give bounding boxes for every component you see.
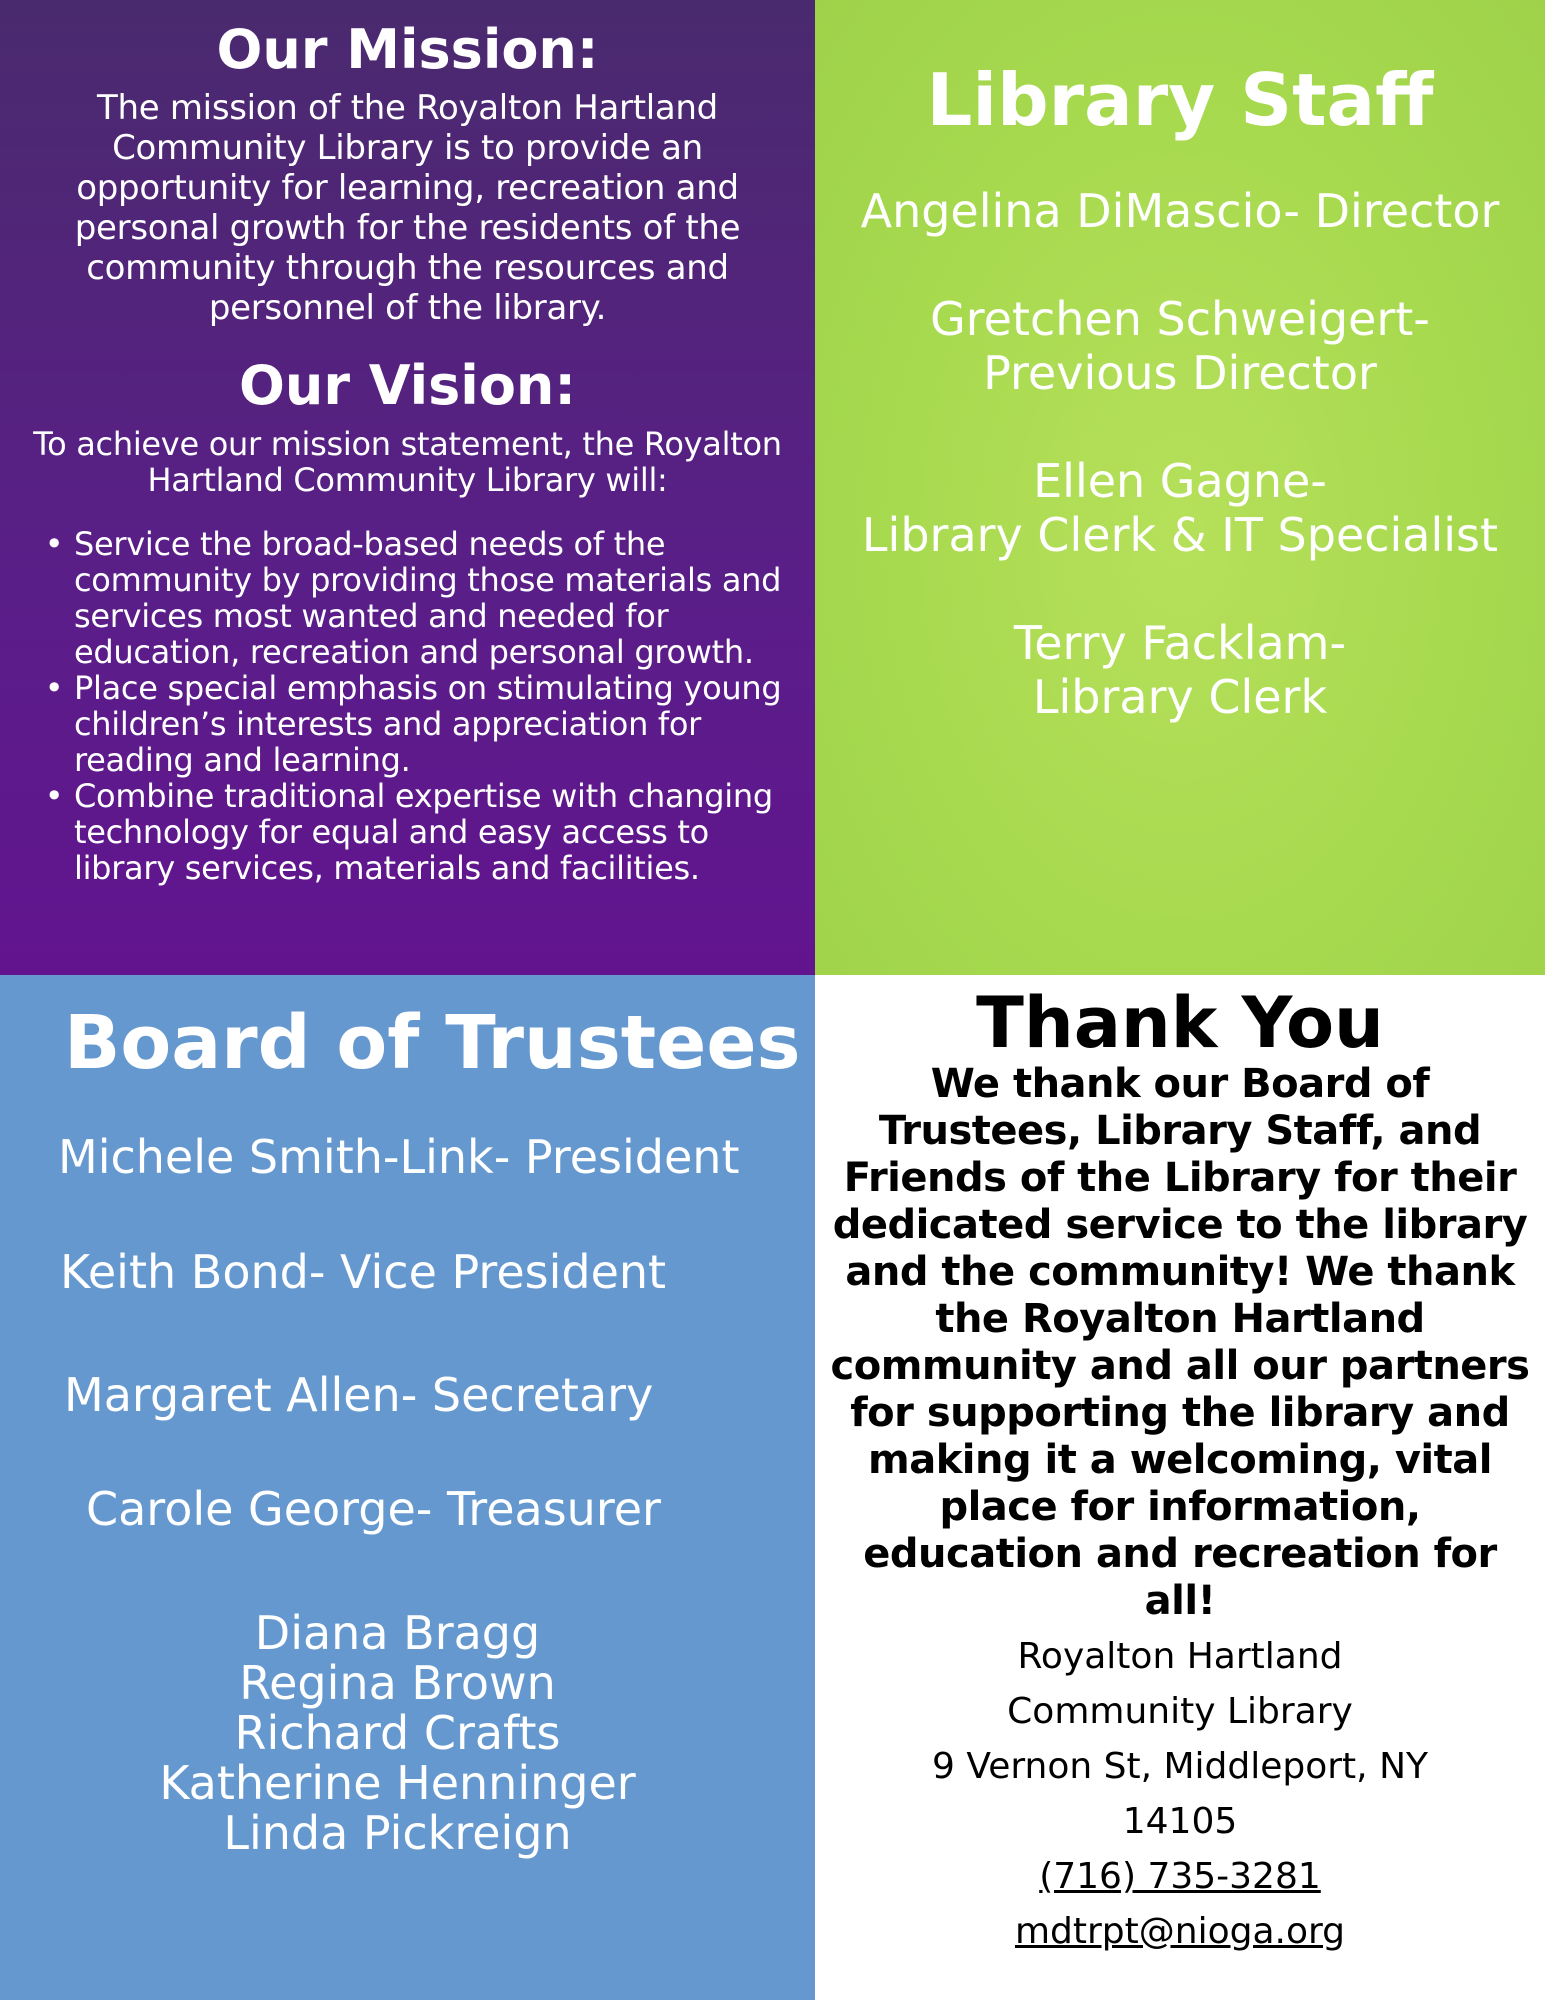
mission-text: The mission of the Royalton Hartland Community Library is to provide an opportunity for learning, recreation and personal growth for the residents of the community through the resources and personnel of the library. — [74, 88, 741, 328]
staff-name: Angelina DiMascio- Director — [860, 184, 1500, 238]
staff-panel — [815, 0, 1545, 975]
board-officer-secretary: Margaret Allen- Secretary — [64, 1368, 654, 1422]
vision-item-text: Place special emphasis on stimulating young children’s interests and appreciation for reading and learning. — [74, 669, 782, 779]
library-name-line2: Community Library — [1007, 1691, 1353, 1732]
mission-vision-panel — [0, 0, 815, 975]
staff-name: Gretchen Schweigert- — [930, 292, 1430, 346]
staff-list — [815, 184, 1545, 724]
address-line2: 14105 — [1122, 1801, 1238, 1842]
staff-role: Library Clerk — [1032, 670, 1328, 724]
phone-link[interactable]: (716) 735-3281 — [1039, 1856, 1321, 1897]
email-link[interactable]: mdtrpt@nioga.org — [1014, 1911, 1346, 1952]
board-officer-treasurer: Carole George- Treasurer — [86, 1482, 661, 1536]
staff-role: Library Clerk & IT Specialist — [861, 508, 1499, 562]
board-officer-president: Michele Smith-Link- President — [58, 1130, 740, 1184]
mission-title: Our Mission: — [216, 18, 599, 81]
board-member: Diana Bragg — [254, 1606, 541, 1660]
board-title: Board of Trustees — [64, 1000, 801, 1086]
board-member: Katherine Henninger — [159, 1756, 636, 1810]
thanks-body: We thank our Board of Trustees, Library Staff, and Friends of the Library for their dedicated service to the library and the community! We thank the Royalton Hartland community and all our partners for supporting the library and making it a welcoming, vital place for information, education and recreation for all! — [830, 1061, 1530, 1624]
vision-item-text: Combine traditional expertise with changing technology for equal and easy access to library services, materials and facilities. — [74, 777, 773, 887]
staff-member — [815, 292, 1545, 400]
bullet-icon: • — [44, 669, 64, 707]
staff-member — [815, 184, 1545, 238]
thanks-title: Thank You — [976, 982, 1384, 1064]
vision-intro: To achieve our mission statement, the Royalton Hartland Community Library will: — [33, 425, 782, 499]
bullet-icon: • — [44, 525, 64, 563]
list-item — [44, 777, 815, 887]
staff-member — [815, 454, 1545, 562]
board-panel — [0, 975, 815, 2000]
staff-title: Library Staff — [926, 58, 1434, 142]
vision-list — [0, 526, 815, 886]
vision-item-text: Service the broad-based needs of the community by providing those materials and services most wanted and needed for education, recreation and personal growth. — [74, 525, 782, 671]
board-members-list — [0, 1608, 795, 1858]
list-item — [44, 669, 815, 779]
staff-member — [815, 616, 1545, 724]
bullet-icon: • — [44, 777, 64, 815]
address-line1: 9 Vernon St, Middleport, NY — [932, 1746, 1428, 1787]
board-member: Linda Pickreign — [223, 1806, 572, 1860]
board-member: Richard Crafts — [234, 1706, 561, 1760]
staff-name: Terry Facklam- — [1013, 616, 1347, 670]
staff-name: Ellen Gagne- — [1033, 454, 1327, 508]
staff-role: Previous Director — [983, 346, 1377, 400]
list-item — [44, 525, 815, 671]
thanks-panel — [815, 975, 1545, 2000]
library-name-line1: Royalton Hartland — [1017, 1636, 1343, 1677]
contact-info — [815, 1629, 1545, 1959]
board-member: Regina Brown — [239, 1656, 556, 1710]
board-officer-vice-president: Keith Bond- Vice President — [60, 1245, 667, 1299]
vision-title: Our Vision: — [239, 354, 576, 417]
